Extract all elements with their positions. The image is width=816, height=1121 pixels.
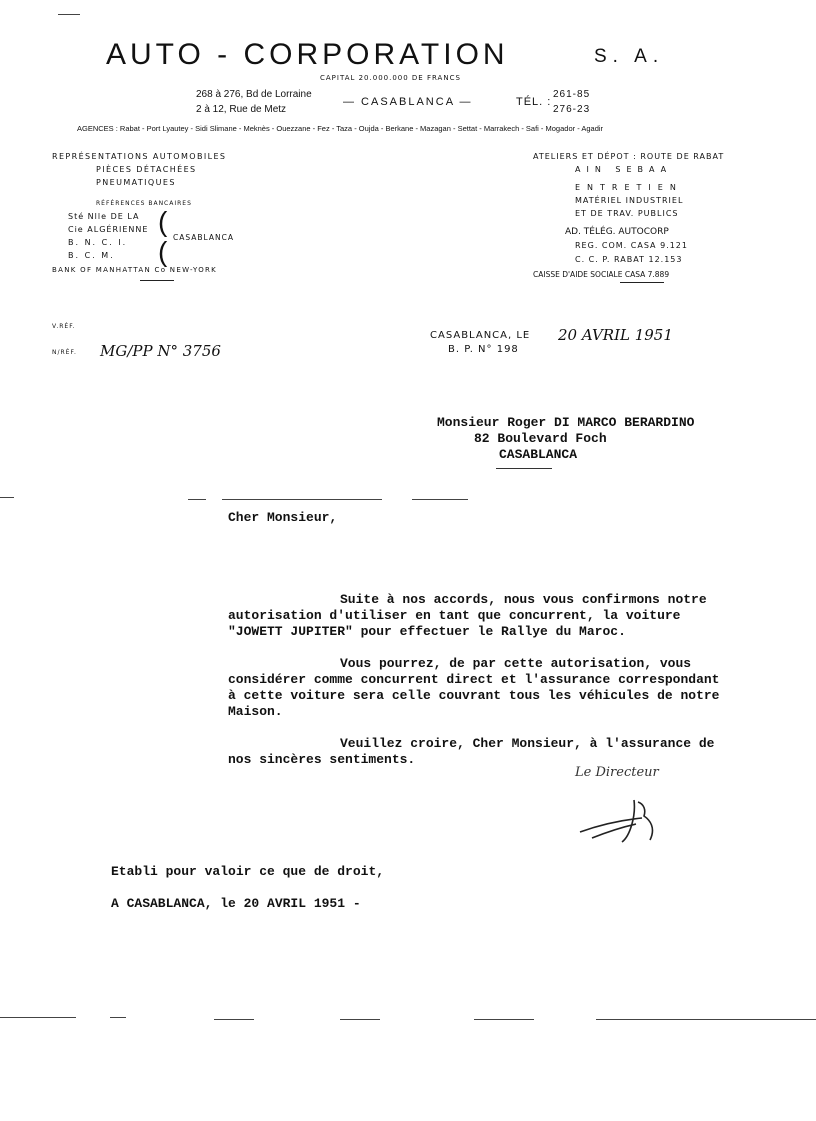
commercial-register: REG. COM. CASA 9.121 [575, 241, 688, 250]
our-ref-value: MG/PP N° 3756 [100, 342, 221, 360]
scan-mark [222, 499, 382, 500]
recipient-name: Monsieur Roger DI MARCO BERARDINO [437, 415, 695, 430]
scan-mark [412, 499, 468, 500]
address-line-1: 268 à 276, Bd de Lorraine [196, 89, 312, 100]
company-name: AUTO - CORPORATION [106, 38, 509, 71]
tel-label: TÉL. : [516, 96, 552, 108]
po-box: B. P. N° 198 [448, 344, 519, 355]
salutation: Cher Monsieur, [228, 510, 338, 525]
scan-mark [188, 499, 206, 500]
paragraph-3-line: Veuillez croire, Cher Monsieur, à l'assurance de [340, 736, 715, 751]
scan-mark [58, 14, 80, 15]
letter-date: 20 AVRIL 1951 [558, 326, 673, 344]
divider-rule [620, 282, 664, 283]
representation-line-3: PNEUMATIQUES [96, 178, 176, 187]
divider-rule [140, 280, 174, 281]
capital-text: CAPITAL 20.000.000 DE FRANCS [320, 74, 461, 82]
signature-image [572, 780, 682, 850]
our-ref-label: N/RÉF. [52, 349, 77, 356]
paragraph-2-line: Vous pourrez, de par cette autorisation, vous [340, 656, 692, 671]
recipient-underline [496, 468, 552, 469]
paragraph-2-line: à cette voiture sera celle couvrant tous les véhicules de notre [228, 688, 720, 703]
recipient-street: 82 Boulevard Foch [474, 431, 607, 446]
agencies-line: AGENCES : Rabat - Port Lyautey - Sidi Slimane - Meknès - Ouezzane - Fez - Taza - Oujda - Berkane - Mazagan - Settat - Marrakech - Safi - Mogador - Agadir [77, 124, 604, 133]
bank-line-5: BANK OF MANHATTAN Co NEW-YORK [52, 266, 218, 274]
bank-line-1: Sté Nlle DE LA [68, 212, 140, 221]
tel-number-1: 261-85 [553, 89, 591, 100]
scan-mark [340, 1019, 380, 1020]
scan-mark [0, 497, 14, 498]
workshop-line-3: ENTRETIEN [575, 183, 683, 192]
certification-line: Etabli pour valoir ce que de droit, [111, 864, 385, 879]
scan-mark [596, 1019, 816, 1020]
scan-mark [214, 1019, 254, 1020]
director-title: Le Directeur [575, 765, 659, 780]
representation-line-1: REPRÉSENTATIONS AUTOMOBILES [52, 152, 227, 161]
place-date-line: A CASABLANCA, le 20 AVRIL 1951 - [111, 896, 361, 911]
workshop-line-1: ATELIERS ET DÉPOT : ROUTE DE RABAT [533, 152, 725, 161]
paragraph-1-line: autorisation d'utiliser en tant que concurrent, la voiture [228, 608, 681, 623]
bank-line-4: B. C. M. [68, 251, 115, 260]
brace-glyph: ( [158, 236, 168, 267]
bank-references-label: RÉFÉRENCES BANCAIRES [96, 200, 192, 207]
workshop-line-4: MATÉRIEL INDUSTRIEL [575, 196, 684, 205]
bank-city: CASABLANCA [173, 233, 235, 242]
paragraph-2-line: considérer comme concurrent direct et l'assurance correspondant [228, 672, 720, 687]
brace-glyph: ( [158, 206, 168, 237]
letterhead-city: — CASABLANCA — [343, 96, 473, 108]
scan-mark [0, 1017, 76, 1018]
tel-number-2: 276-23 [553, 104, 591, 115]
paragraph-1-line: Suite à nos accords, nous vous confirmons notre [340, 592, 707, 607]
your-ref-label: V.RÉF. [52, 323, 76, 330]
scan-mark [474, 1019, 534, 1020]
company-suffix: S. A. [594, 46, 665, 67]
postal-account: C. C. P. RABAT 12.153 [575, 255, 683, 264]
paragraph-2-line: Maison. [228, 704, 283, 719]
address-line-2: 2 à 12, Rue de Metz [196, 104, 287, 115]
bank-line-2: Cie ALGÉRIENNE [68, 225, 149, 234]
paragraph-1-line: "JOWETT JUPITER" pour effectuer le Rallye du Maroc. [228, 624, 626, 639]
workshop-line-2: AIN SEBAA [575, 165, 673, 174]
date-city-label: CASABLANCA, LE [430, 330, 531, 341]
workshop-line-5: ET DE TRAV. PUBLICS [575, 209, 679, 218]
recipient-city: CASABLANCA [499, 447, 578, 462]
paragraph-3-line: nos sincères sentiments. [228, 752, 416, 767]
social-fund: CAISSE D'AIDE SOCIALE CASA 7.889 [533, 270, 670, 279]
scan-mark [110, 1017, 126, 1018]
bank-line-3: B. N. C. I. [68, 238, 128, 247]
representation-line-2: PIÈCES DÉTACHÉES [96, 165, 197, 174]
telegram-address: AD. TÉLÉG. AUTOCORP [565, 227, 669, 237]
